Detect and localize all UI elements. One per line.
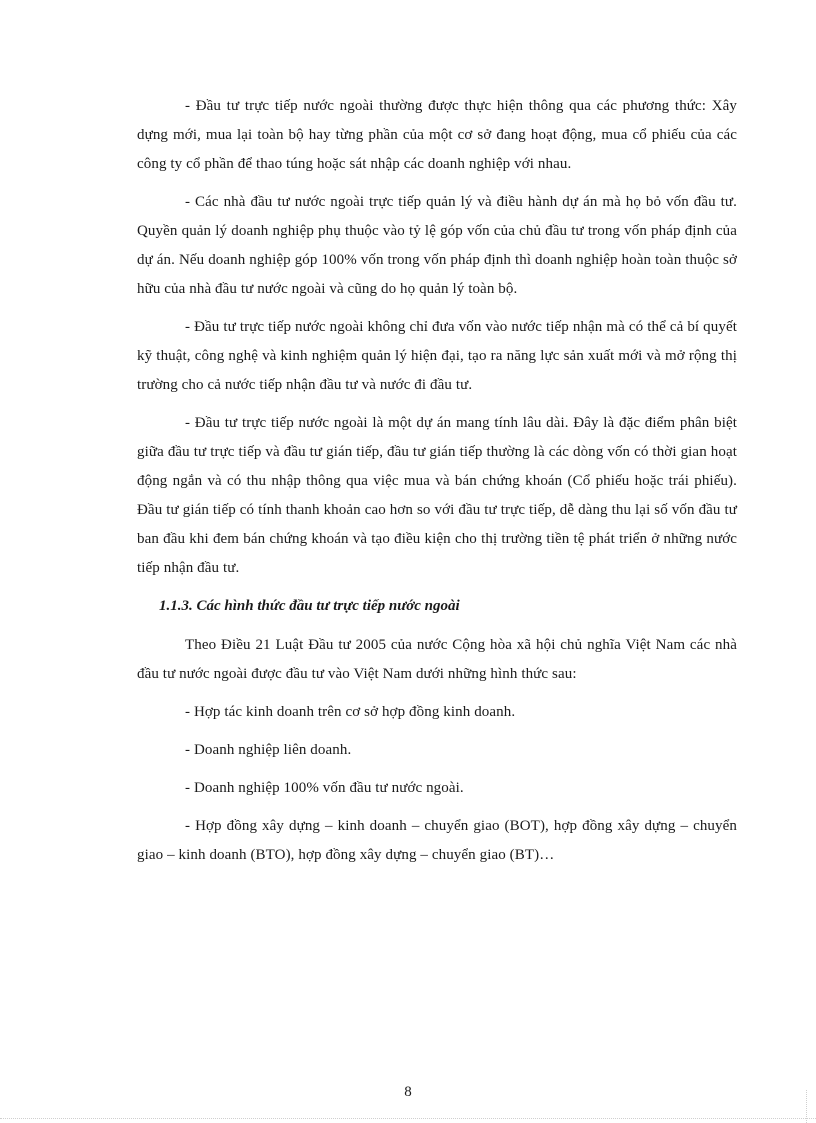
- paragraph-fdi-long-term: - Đầu tư trực tiếp nước ngoài là một dự án mang tính lâu dài. Đây là đặc điểm phân biệt giữa đầu tư trực tiếp và đầu tư gián tiếp, đầu tư gián tiếp thường là các dòng vốn có thời gian hoạt động ngắn và có thu nhập thông qua việc mua và bán chứng khoán (Cổ phiếu hoặc trái phiếu). Đầu tư gián tiếp có tính thanh khoản cao hơn so với đầu tư trực tiếp, dễ dàng thu lại số vốn đầu tư ban đầu khi đem bán chứng khoán và tạo điều kiện cho thị trường tiền tệ phát triển ở những nước tiếp nhận đầu tư.: [137, 415, 737, 576]
- body-text: [137, 92, 737, 879]
- page-number: 8: [404, 1084, 412, 1100]
- paragraph-fdi-methods: - Đầu tư trực tiếp nước ngoài thường được thực hiện thông qua các phương thức: Xây dựng mới, mua lại toàn bộ hay từng phần của một cơ sở đang hoạt động, mua cổ phiếu của các công ty cổ phần để thao túng hoặc sát nhập các doanh nghiệp với nhau.: [137, 98, 737, 172]
- list-item-wholly-foreign-owned: - Doanh nghiệp 100% vốn đầu tư nước ngoài.: [185, 780, 464, 796]
- list-item-joint-venture: - Doanh nghiệp liên doanh.: [185, 742, 352, 758]
- paragraph-fdi-management: - Các nhà đầu tư nước ngoài trực tiếp quản lý và điều hành dự án mà họ bỏ vốn đầu tư. Quyền quản lý doanh nghiệp phụ thuộc vào tỷ lệ góp vốn của chủ đầu tư trong vốn pháp định của dự án. Nếu doanh nghiệp góp 100% vốn trong vốn pháp định thì doanh nghiệp hoàn toàn thuộc sở hữu của nhà đầu tư nước ngoài và cũng do họ quản lý toàn bộ.: [137, 194, 737, 297]
- list-item-bot-bto-bt: - Hợp đồng xây dựng – kinh doanh – chuyển giao (BOT), hợp đồng xây dựng – chuyển giao – kinh doanh (BTO), hợp đồng xây dựng – chuyển giao (BT)…: [137, 818, 737, 863]
- paragraph-fdi-technology: - Đầu tư trực tiếp nước ngoài không chỉ đưa vốn vào nước tiếp nhận mà có thể cả bí quyết kỹ thuật, công nghệ và kinh nghiệm quản lý hiện đại, tạo ra năng lực sản xuất mới và mở rộng thị trường cho cả nước tiếp nhận đầu tư và nước đi đầu tư.: [137, 319, 737, 393]
- footer-divider: [0, 1118, 816, 1119]
- margin-divider: [806, 1090, 807, 1123]
- list-item-business-cooperation: - Hợp tác kinh doanh trên cơ sở hợp đồng kinh doanh.: [185, 704, 516, 720]
- paragraph-investment-law: Theo Điều 21 Luật Đầu tư 2005 của nước Cộng hòa xã hội chủ nghĩa Việt Nam các nhà đầu tư nước ngoài được đầu tư vào Việt Nam dưới những hình thức sau:: [137, 637, 737, 682]
- section-heading: 1.1.3. Các hình thức đầu tư trực tiếp nước ngoài: [159, 598, 460, 614]
